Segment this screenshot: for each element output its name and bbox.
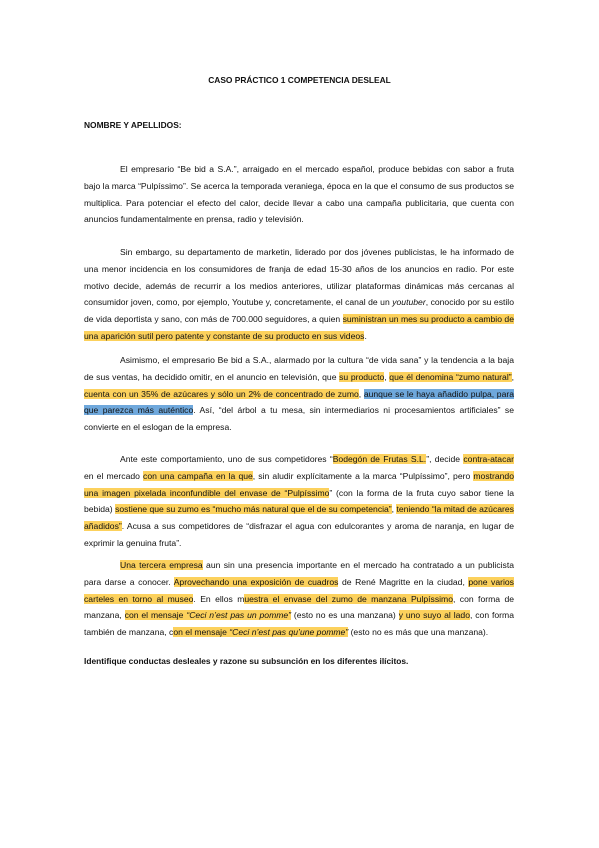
- p5-text-1: aun sin una presencia importante en el mercado ha contratado a un publicista para darse a conocer.: [84, 560, 514, 587]
- paragraph-2: [84, 244, 514, 353]
- highlight: mostrando una imagen pixelada inconfundible del envase de “Pulpíssimo: [84, 470, 514, 498]
- p4-text-7: . Acusa a sus competidores de “disfrazar el agua con edulcorantes y aroma de naranja, en lugar de exprimir la genuina fruta”.: [84, 521, 514, 548]
- highlight: con el mensaje: [124, 610, 187, 621]
- p4-text-1: Ante este comportamiento, uno de sus competidores “: [120, 454, 333, 464]
- highlight: on el mensaje: [173, 627, 230, 638]
- paragraph-4: [84, 451, 514, 560]
- paragraph-5: [84, 557, 514, 649]
- p4-text-3: en el mercado: [84, 470, 144, 481]
- highlight: suministran un mes su producto a cambio de una aparición sutil pero patente y constante de su producto en sus videos: [84, 314, 514, 341]
- highlight: su producto: [339, 371, 385, 382]
- highlight: Una tercera empresa: [120, 560, 203, 570]
- p3-text-4: ,: [358, 388, 364, 399]
- name-label: NOMBRE Y APELLIDOS:: [84, 120, 182, 130]
- p4-text-4: , sin aludir explícitamente a la marca “Pulpíssimo”, pero: [252, 470, 474, 481]
- paragraph-1: [84, 161, 514, 236]
- paragraph-3: [84, 352, 514, 444]
- p4-text-2: ”, decide: [426, 454, 464, 464]
- highlight: contra-atacar: [463, 454, 515, 464]
- p3-text-3: ,: [511, 371, 514, 382]
- question-prompt: Identifique conductas desleales y razone su subsunción en los diferentes ilícitos.: [84, 656, 409, 666]
- p3-text-2: ,: [384, 371, 390, 382]
- highlight-blue: aunque se le haya añadido pulpa, para que parezca más auténtico: [84, 388, 515, 416]
- highlight: teniendo “la mitad de azúcares añadidos”: [84, 504, 514, 532]
- highlight: con una campaña en la que: [143, 470, 253, 481]
- highlight: Bodegón de Frutas S.L.: [332, 454, 427, 464]
- p2-text-1: Sin embargo, su departamento de marketin, liderado por dos jóvenes publicistas, le ha informado de una menor incidencia en los consumidores de franja de edad 15-30 años de los anuncios en radio. Por este motivo decide, además de recurrir a los medios anteriores, utilizar plataformas dinámicas más cercanas al consumidor joven, como, por ejemplo, Youtube y, concretamente, el canal de un: [84, 247, 514, 308]
- p5-text-6: , con forma también de manzana, c: [84, 610, 514, 638]
- highlight-quote: “Ceci n’est pas un pomme”: [186, 610, 292, 621]
- p5-text-7: (esto no es más que una manzana).: [348, 627, 489, 638]
- highlight: cuenta con un 35% de azúcares y sólo un 2% de concentrado de zumo: [84, 388, 359, 399]
- p3-text-5: . Así, “del árbol a tu mesa, sin intermediarios ni procesamientos artificiales” se convierte en el eslogan de la empresa.: [84, 405, 514, 433]
- p5-text-4: , con forma de manzana,: [84, 593, 514, 621]
- p4-text-5: ” (con la forma de la fruta cuyo sabor tiene la bebida): [84, 487, 514, 515]
- p5-text-5: (esto no es una manzana): [291, 610, 399, 621]
- p5-text-3: . En ellos m: [193, 593, 245, 604]
- p2-text-2: , conocido por su estilo de vida deportista y sano, con más de 700.000 seguidores, a quien: [84, 297, 514, 325]
- highlight: y uno suyo al lado: [398, 610, 470, 621]
- highlight: Aprovechando una exposición de cuadros: [173, 576, 339, 587]
- p1-text: El empresario “Be bid a S.A.”, arraigado en el mercado español, produce bebidas con sabor a fruta bajo la marca “Pulpíssimo”. Se acerca la temporada veraniega, época en la que el consumo de sus productos se multiplica. Para potenciar el efecto del calor, decide llevar a cabo una campaña publicitaria, que cuenta con anuncios fundamentalmente en prensa, radio y televisión.: [84, 164, 514, 225]
- p5-text-2: de René Magritte en la ciudad,: [338, 576, 469, 587]
- p2-youtuber: youtuber: [392, 297, 426, 308]
- highlight-quote: “Ceci n’est pas qu’une pomme”: [229, 627, 349, 638]
- highlight: pone varios carteles en torno al museo: [84, 576, 514, 604]
- p3-text-1: Asimismo, el empresario Be bid a S.A., alarmado por la cultura “de vida sana” y la tendencia a la baja de sus ventas, ha decidido omitir, en el anuncio en televisión, que: [84, 355, 514, 382]
- highlight: sostiene que su zumo es “mucho más natural que el de su competencia”: [115, 504, 392, 515]
- p2-text-3: .: [364, 330, 367, 341]
- highlight: uestra el envase del zumo de manzana Pulpíssimo: [244, 593, 453, 604]
- highlight: que él denomina “zumo natural”: [389, 371, 512, 382]
- p4-text-6: ,: [391, 504, 397, 515]
- document-title: CASO PRÁCTICO 1 COMPETENCIA DESLEAL: [208, 75, 391, 85]
